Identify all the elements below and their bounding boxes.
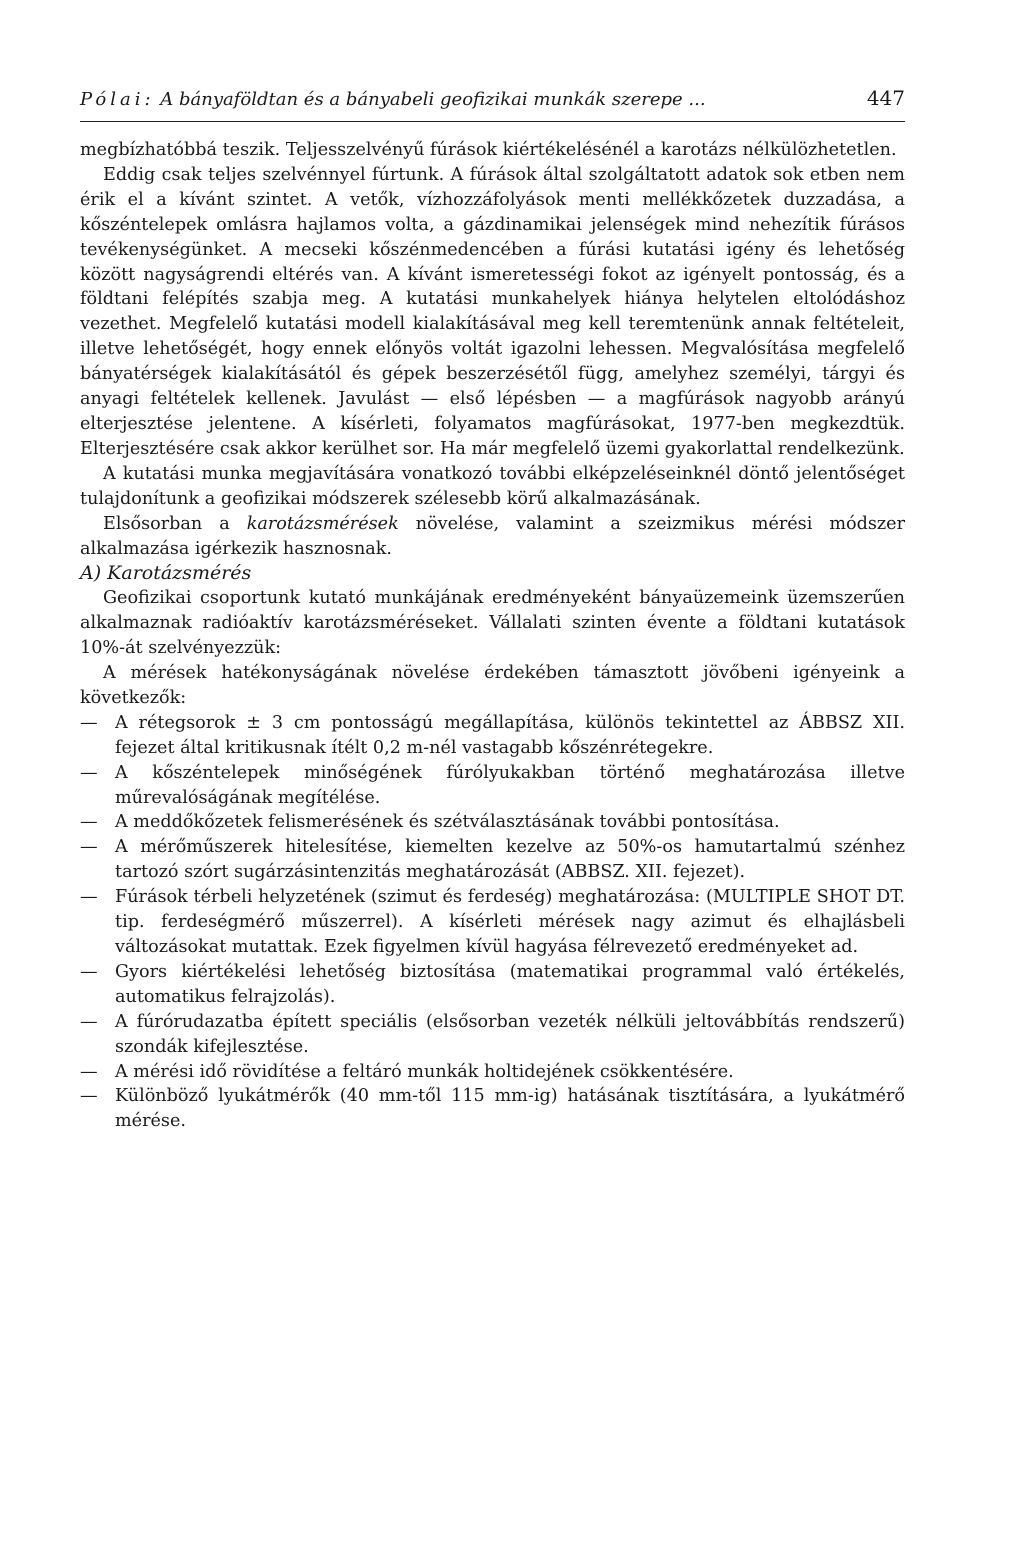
page-number: 447 <box>866 86 905 110</box>
running-title <box>80 89 706 110</box>
dash-marker: — <box>80 1061 98 1082</box>
list-item-text: A kőszéntelepek minőségének fúrólyukakban történő meghatározása illetve műrevalóságának megítélése. <box>115 762 905 808</box>
paragraph <box>80 512 905 562</box>
list-item-text: A mérőműszerek hitelesítése, kiemelten kezelve az 50%-os hamutartalmú szénhez tartozó szórt sugárzásintenzitás meghatározását (ABBSZ. XII. fejezet). <box>115 837 905 883</box>
dash-marker: — <box>80 961 98 982</box>
list-item <box>80 1010 905 1060</box>
dash-marker: — <box>80 812 98 833</box>
list-item <box>80 1060 905 1085</box>
header-rule <box>80 121 905 122</box>
running-header <box>80 86 905 116</box>
dash-marker: — <box>80 762 98 783</box>
list-item-text: A rétegsorok ± 3 cm pontosságú megállapítása, különös tekintettel az ÁBBSZ XII. fejezet által kritikusnak ítélt 0,2 m-nél vastagabb kőszénrétegekre. <box>115 712 905 758</box>
paragraph: A kutatási munka megjavítására vonatkozó további elképzeléseinknél döntő jelentőséget tulajdonítunk a geofizikai módszerek szélesebb körű alkalmazásának. <box>80 463 905 509</box>
list-item <box>80 1084 905 1134</box>
list-item-text: Különböző lyukátmérők (40 mm-től 115 mm-ig) hatásának tisztítására, a lyukátmérő mérése. <box>115 1086 905 1132</box>
dash-marker: — <box>80 1086 98 1107</box>
emphasis-term: karotázsmérések <box>246 513 399 534</box>
list-item <box>80 885 905 960</box>
header-title: A bányaföldtan és a bányabeli geofizikai munkák szerepe ... <box>160 89 706 110</box>
body-text <box>80 138 905 1134</box>
paragraph: megbízhatóbbá teszik. Teljesszelvényű fúrások kiértékelésénél a karotázs nélkülözhetetlen. <box>80 140 897 160</box>
list-item-text: A fúrórudazatba épített speciális (elsősorban vezeték nélküli jeltovábbítás rendszerű) szondák kifejlesztése. <box>115 1011 905 1057</box>
text-run: Elsősorban a <box>103 513 247 534</box>
header-author: Pólai: <box>80 89 155 110</box>
paragraph: Geofizikai csoportunk kutató munkájának eredményeként bányaüzemeink üzemszerűen alkalmaznak radióaktív karotázsméréseket. Vállalati szinten évente a földtani kutatások 10%-át szelvényezzük: <box>80 588 905 659</box>
requirements-list <box>80 711 905 1134</box>
dash-marker: — <box>80 712 98 733</box>
list-item <box>80 835 905 885</box>
list-item <box>80 960 905 1010</box>
dash-marker: — <box>80 887 98 908</box>
list-item-text: A mérési idő rövidítése a feltáró munkák holtidejének csökkentésére. <box>115 1061 734 1082</box>
paragraph: Eddig csak teljes szelvénnyel fúrtunk. A fúrások által szolgáltatott adatok sok etben nem érik el a kívánt szintet. A vetők, vízhozzáfolyások menti mellékkőzetek duzzadása, a kőszéntelepek omlásra hajlamos volta, a gázdinamikai jelenségek mind nehezítik fúrásos tevékenységünket. A mecseki kőszénmedencében a fúrási kutatási igény és lehetőség között nagyságrendi eltérés van. A kívánt ismeretességi fokot az igényelt pontosság, és a földtani felépítés szabja meg. A kutatási munkahelyek hiánya helytelen eltolódáshoz vezethet. Megfelelő kutatási modell kialakításával meg kell teremtenünk annak feltételeit, illetve lehetőségét, hogy ennek előnyös voltát igazolni lehessen. Megvalósítása megfelelő bányatérségek kialakításától és gépek beszerzésétől függ, amelyhez személyi, tárgyi és anyagi feltételek kellenek. Javulást — első lépésben — a magfúrások nagyobb arányú elterjesztése jelentene. A kísérleti, folyamatos magfúrásokat, 1977-ben megkezdtük. Elterjesztésére csak akkor kerülhet sor. Ha már megfelelő üzemi gyakorlattal rendelkezünk. <box>80 164 905 459</box>
list-item-text: A meddőkőzetek felismerésének és szétválasztásának további pontosítása. <box>115 812 780 833</box>
list-item <box>80 810 905 835</box>
section-heading: A) Karotázsmérés <box>80 562 252 585</box>
list-item <box>80 711 905 761</box>
paragraph: A mérések hatékonyságának növelése érdekében támasztott jövőbeni igényeink a következők: <box>80 663 905 708</box>
text-run: növelése, valamint a szeizmikus mérési módszer alkalmazása igérkezik hasznosnak. <box>80 513 905 559</box>
dash-marker: — <box>80 1011 98 1032</box>
list-item <box>80 761 905 811</box>
list-item-text: Gyors kiértékelési lehetőség biztosítása (matematikai programmal való értékelés, automatikus felrajzolás). <box>115 961 905 1007</box>
dash-marker: — <box>80 837 98 858</box>
list-item-text: Fúrások térbeli helyzetének (szimut és ferdeség) meghatározása: (MULTIPLE SHOT DT. tip. ferdeségmérő műszerrel). A kísérleti mérések nagy azimut és elhajlásbeli változásokat mutattak. Ezek figyelmen kívül hagyása félrevezető eredményeket ad. <box>115 887 905 957</box>
